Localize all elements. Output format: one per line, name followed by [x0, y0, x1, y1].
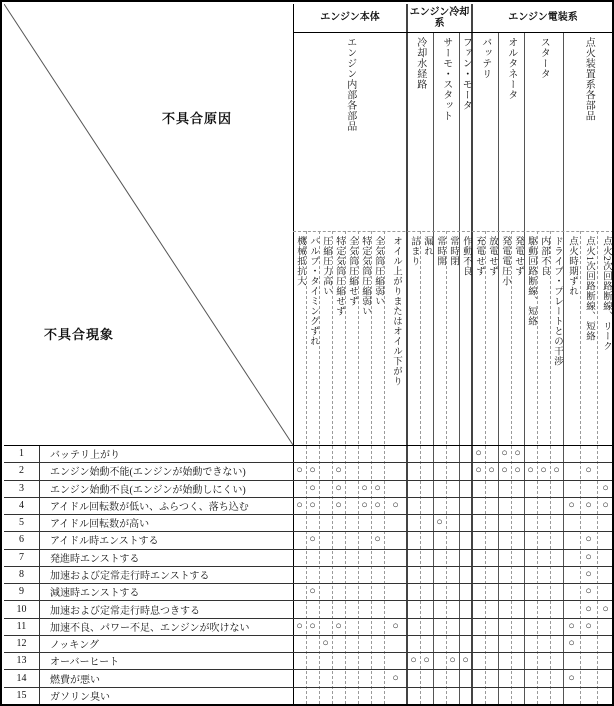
cause-label-7 [371, 231, 384, 445]
mark-circle: ○ [568, 638, 575, 650]
mark-circle: ○ [335, 499, 342, 511]
row-label-6: アイドル時エンストする [50, 536, 159, 548]
cause-label-4 [332, 231, 345, 445]
mark-circle: ○ [568, 672, 575, 684]
mark-circle: ○ [361, 499, 368, 511]
mark-circle: ○ [585, 586, 592, 598]
subgroup-label-text: サーモ・スタット [440, 37, 452, 121]
cause-label-text: バルブ・タイミングずれ [307, 236, 318, 346]
mark-circle: ○ [585, 465, 592, 477]
subgroup-label-text: スタータ [538, 37, 550, 79]
row-number-14: 14 [16, 672, 27, 684]
row-number-12: 12 [16, 638, 27, 650]
mark-circle: ○ [374, 534, 381, 546]
mark-circle: ○ [296, 620, 303, 632]
row-label-4: アイドル回転数が低い、ふらつく、落ち込む [50, 501, 249, 513]
mark-circle: ○ [309, 534, 316, 546]
mark-circle: ○ [309, 482, 316, 494]
cause-label-text: 特定気筒圧縮せず [333, 236, 344, 316]
subgroup-label-text: 冷却水経路 [414, 37, 426, 90]
corner-cause-label: 不具合原因 [162, 111, 233, 126]
mark-circle: ○ [514, 448, 521, 460]
mark-circle: ○ [527, 465, 534, 477]
diagonal-line [4, 4, 293, 445]
cause-label-6 [358, 231, 371, 445]
mark-circle: ○ [361, 482, 368, 494]
cause-label-15 [485, 231, 498, 445]
mark-circle: ○ [585, 551, 592, 563]
row-number-3: 3 [19, 482, 24, 494]
mark-circle: ○ [436, 517, 443, 529]
mark-circle: ○ [335, 465, 342, 477]
subgroup-label-text: オルタネータ [505, 37, 517, 100]
cause-label-5 [345, 231, 358, 445]
mark-circle: ○ [501, 448, 508, 460]
cause-label-8 [384, 231, 407, 445]
cause-label-9 [407, 231, 420, 445]
row-number-11: 11 [16, 620, 27, 632]
mark-circle: ○ [374, 499, 381, 511]
row-label-3: エンジン始動不良(エンジンが始動しにくい) [50, 484, 246, 496]
mark-circle: ○ [602, 482, 609, 494]
cause-label-22 [580, 231, 597, 445]
cause-label-text: 全気筒圧縮弱い [372, 236, 383, 306]
row-label-14: 燃費が悪い [50, 674, 100, 686]
row-label-15: ガソリン臭い [50, 691, 110, 703]
row-label-7: 発進時エンストする [50, 553, 140, 565]
subgroup-label-text: ファン・モータ [460, 37, 472, 111]
cause-label-21 [563, 231, 580, 445]
row-number-9: 9 [19, 586, 24, 598]
mark-circle: ○ [410, 655, 417, 667]
group-header-2: エンジン電装系 [508, 12, 578, 24]
mark-circle: ○ [585, 603, 592, 615]
mark-circle: ○ [462, 655, 469, 667]
row-label-12: ノッキング [50, 640, 99, 652]
cause-label-2 [306, 231, 319, 445]
mark-circle: ○ [296, 465, 303, 477]
subgroup-label-0-0 [293, 32, 407, 231]
subgroup-label-text: 点火装置系各部品 [583, 37, 595, 121]
row-number-15: 15 [16, 689, 27, 701]
cause-label-text: 作動不良 [460, 236, 471, 276]
mark-circle: ○ [335, 482, 342, 494]
mark-circle: ○ [475, 465, 482, 477]
row-label-5: アイドル回転数が高い [50, 519, 150, 531]
cause-label-text: 特定気筒圧縮弱い [359, 236, 370, 316]
mark-circle: ○ [475, 448, 482, 460]
row-label-13: オーバーヒート [50, 657, 120, 669]
cause-label-text: 発電電圧小 [499, 236, 510, 286]
row-number-8: 8 [19, 568, 24, 580]
cause-label-text: ドライブ・プレートとの干渉 [551, 236, 562, 366]
cause-label-17 [511, 231, 524, 445]
mark-circle: ○ [296, 499, 303, 511]
row-label-2: エンジン始動不能(エンジンが始動できない) [50, 467, 246, 479]
mark-circle: ○ [335, 620, 342, 632]
row-label-10: 加速および定常走行時息つきする [50, 605, 200, 617]
cause-label-text: 詰まり [408, 236, 419, 266]
mark-circle: ○ [309, 586, 316, 598]
cause-label-text: 常時閉 [447, 236, 458, 266]
mark-circle: ○ [553, 465, 560, 477]
mark-circle: ○ [585, 568, 592, 580]
mark-circle: ○ [309, 465, 316, 477]
cause-label-text: 機械抵抗大 [294, 236, 305, 286]
cause-label-text: 全気筒圧縮せず [346, 236, 357, 306]
mark-circle: ○ [540, 465, 547, 477]
row-number-10: 10 [16, 603, 27, 615]
cause-label-10 [420, 231, 433, 445]
mark-circle: ○ [602, 603, 609, 615]
cause-label-1 [293, 231, 306, 445]
row-number-13: 13 [16, 655, 27, 667]
row-number-2: 2 [19, 465, 24, 477]
group-header-0: エンジン本体 [320, 12, 380, 24]
subgroup-label-1-1 [433, 32, 459, 231]
cause-label-text: 点火時期ずれ [566, 236, 577, 296]
cause-label-text: 点火1次回路断線、短絡 [583, 236, 594, 342]
mark-circle: ○ [585, 534, 592, 546]
subgroup-label-1-2 [459, 32, 472, 231]
mark-circle: ○ [568, 499, 575, 511]
mark-circle: ○ [309, 499, 316, 511]
row-number-6: 6 [19, 534, 24, 546]
mark-circle: ○ [392, 499, 399, 511]
cause-label-13 [459, 231, 472, 445]
cause-label-text: オイル上がりまたはオイル下がり [390, 236, 401, 386]
mark-circle: ○ [488, 465, 495, 477]
row-number-1: 1 [19, 448, 24, 460]
cause-label-11 [433, 231, 446, 445]
cause-label-text: 漏れ [421, 236, 432, 256]
cause-label-23 [597, 231, 614, 445]
cause-label-text: 圧縮圧力高い [320, 236, 331, 296]
mark-circle: ○ [602, 499, 609, 511]
subgroup-label-2-3 [563, 32, 614, 231]
cause-label-12 [446, 231, 459, 445]
mark-circle: ○ [374, 482, 381, 494]
mark-circle: ○ [585, 620, 592, 632]
cause-label-text: 常時開 [434, 236, 445, 266]
cause-label-3 [319, 231, 332, 445]
mark-circle: ○ [423, 655, 430, 667]
mark-circle: ○ [514, 465, 521, 477]
row-label-1: バッテリ上がり [50, 450, 120, 462]
cause-label-text: 発電せず [512, 236, 523, 276]
subgroup-label-2-2 [524, 32, 563, 231]
mark-circle: ○ [392, 672, 399, 684]
group-header-1: エンジン冷却系 [409, 6, 470, 29]
row-label-8: 加速および定常走行時エンストする [50, 570, 210, 582]
mark-circle: ○ [449, 655, 456, 667]
subgroup-label-text: エンジン内部各部品 [344, 37, 356, 132]
row-label-9: 減速時エンストする [50, 588, 140, 600]
cause-label-19 [537, 231, 550, 445]
row-number-5: 5 [19, 517, 24, 529]
mark-circle: ○ [322, 638, 329, 650]
cause-label-text: 充電せず [473, 236, 484, 276]
cause-label-16 [498, 231, 511, 445]
cause-label-14 [472, 231, 485, 445]
cause-label-20 [550, 231, 563, 445]
subgroup-label-2-0 [472, 32, 498, 231]
cause-label-text: 放電せず [486, 236, 497, 276]
cause-label-text: 内部不良 [538, 236, 549, 276]
cause-label-text: 駆動回路断線、短絡 [525, 236, 536, 326]
corner-phenomenon-label: 不具合現象 [44, 327, 115, 342]
row-number-7: 7 [19, 551, 24, 563]
subgroup-label-text: バッテリ [479, 37, 491, 79]
row-label-11: 加速不良、パワー不足、エンジンが吹けない [50, 622, 250, 634]
mark-circle: ○ [585, 499, 592, 511]
mark-circle: ○ [501, 465, 508, 477]
row-number-4: 4 [19, 499, 24, 511]
cause-label-18 [524, 231, 537, 445]
mark-circle: ○ [309, 620, 316, 632]
corner-diagonal [4, 4, 293, 445]
mark-circle: ○ [392, 620, 399, 632]
cause-label-text: 点火2次回路断線、リーク [600, 236, 611, 352]
subgroup-label-2-1 [498, 32, 524, 231]
mark-circle: ○ [568, 620, 575, 632]
subgroup-label-1-0 [407, 32, 433, 231]
